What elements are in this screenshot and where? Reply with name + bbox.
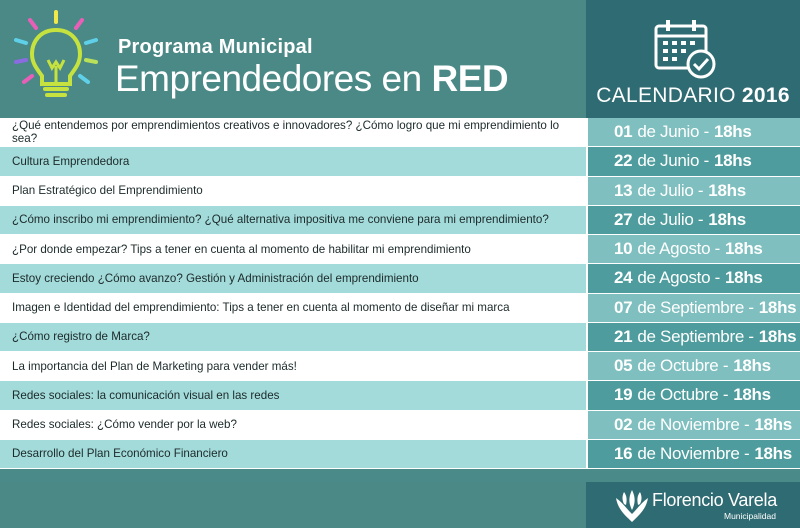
session-month: de Noviembre -: [637, 414, 750, 434]
lightbulb-icon: [8, 8, 104, 104]
session-time: 18hs: [754, 443, 792, 463]
schedule-row: [0, 264, 800, 293]
session-topic: ¿Cómo registro de Marca?: [0, 323, 586, 351]
session-month: de Julio -: [637, 180, 704, 200]
session-day: 01: [614, 122, 633, 142]
session-topic: ¿Qué entendemos por emprendimientos creativos e innovadores? ¿Cómo logro que mi emprendimiento lo sea?: [0, 118, 586, 146]
session-date: [586, 352, 800, 380]
session-month: de Septiembre -: [637, 326, 754, 346]
program-subtitle: Programa Municipal: [118, 36, 313, 58]
calendar-check-icon: [653, 18, 717, 80]
session-topic: Redes sociales: ¿Cómo vender por la web?: [0, 411, 586, 439]
session-month: de Agosto -: [637, 239, 721, 259]
session-topic: Desarrollo del Plan Económico Financiero: [0, 440, 586, 468]
session-date: [586, 411, 800, 439]
session-day: 19: [614, 385, 633, 405]
session-time: 18hs: [754, 414, 792, 434]
calendar-label: CALENDARIO 2016: [596, 84, 790, 107]
session-time: 18hs: [758, 297, 797, 317]
session-topic: Imagen e Identidad del emprendimiento: Tips a tener en cuenta al momento de diseñar mi marca: [0, 294, 586, 322]
session-topic: ¿Por donde empezar? Tips a tener en cuenta al momento de habilitar mi emprendimiento: [0, 235, 586, 263]
session-day: 13: [614, 180, 633, 200]
session-topic: Redes sociales: la comunicación visual en las redes: [0, 381, 586, 409]
session-time: 18hs: [708, 209, 746, 229]
session-time: 18hs: [725, 239, 763, 259]
schedule-row: [0, 352, 800, 381]
session-month: de Junio -: [637, 151, 709, 171]
schedule-row: [0, 294, 800, 323]
session-time: 18hs: [708, 180, 746, 200]
org-name: Florencio Varela: [652, 490, 777, 510]
session-date: [586, 118, 800, 146]
schedule-row: [0, 177, 800, 206]
session-time: 18hs: [758, 326, 797, 346]
session-date: [586, 264, 800, 292]
session-month: de Julio -: [637, 209, 704, 229]
session-time: 18hs: [733, 356, 771, 376]
session-day: 05: [614, 356, 633, 376]
session-day: 16: [614, 443, 633, 463]
schedule-row: [0, 235, 800, 264]
schedule-row: [0, 323, 800, 352]
session-month: de Octubre -: [637, 356, 729, 376]
session-date: [586, 147, 800, 175]
org-subtitle: Municipalidad: [724, 511, 776, 521]
session-topic: La importancia del Plan de Marketing para vender más!: [0, 352, 586, 380]
schedule-row: [0, 440, 800, 469]
session-month: de Noviembre -: [637, 443, 750, 463]
session-topic: ¿Cómo inscribo mi emprendimiento? ¿Qué alternativa impositiva me conviene para mi emprendimiento?: [0, 206, 586, 234]
footer-left-panel: [0, 482, 586, 528]
session-month: de Junio -: [637, 122, 709, 142]
session-date: [586, 381, 800, 409]
session-day: 10: [614, 239, 633, 259]
session-date: [586, 235, 800, 263]
session-day: 27: [614, 209, 633, 229]
session-topic: Cultura Emprendedora: [0, 147, 586, 175]
session-day: 22: [614, 151, 633, 171]
session-date: [586, 440, 800, 468]
session-day: 24: [614, 268, 633, 288]
session-time: 18hs: [713, 122, 752, 142]
session-date: [586, 323, 800, 351]
session-day: 02: [614, 414, 633, 434]
session-date: [586, 206, 800, 234]
schedule-row: [0, 381, 800, 410]
session-time: 18hs: [733, 385, 771, 405]
session-time: 18hs: [713, 151, 752, 171]
schedule-row: [0, 411, 800, 440]
schedule-row: [0, 147, 800, 176]
session-date: [586, 294, 800, 322]
session-month: de Agosto -: [637, 268, 721, 288]
session-month: de Octubre -: [637, 385, 729, 405]
session-day: 21: [614, 326, 633, 346]
schedule-row: [0, 206, 800, 235]
schedule-list: [0, 118, 800, 469]
session-date: [586, 177, 800, 205]
municipal-logo-icon: [612, 488, 652, 524]
session-month: de Septiembre -: [637, 297, 754, 317]
schedule-row: [0, 118, 800, 147]
session-day: 07: [614, 297, 633, 317]
session-topic: Estoy creciendo ¿Cómo avanzo? Gestión y Administración del emprendimiento: [0, 264, 586, 292]
session-time: 18hs: [725, 268, 763, 288]
program-title: Emprendedores en RED: [115, 58, 509, 99]
session-topic: Plan Estratégico del Emprendimiento: [0, 177, 586, 205]
